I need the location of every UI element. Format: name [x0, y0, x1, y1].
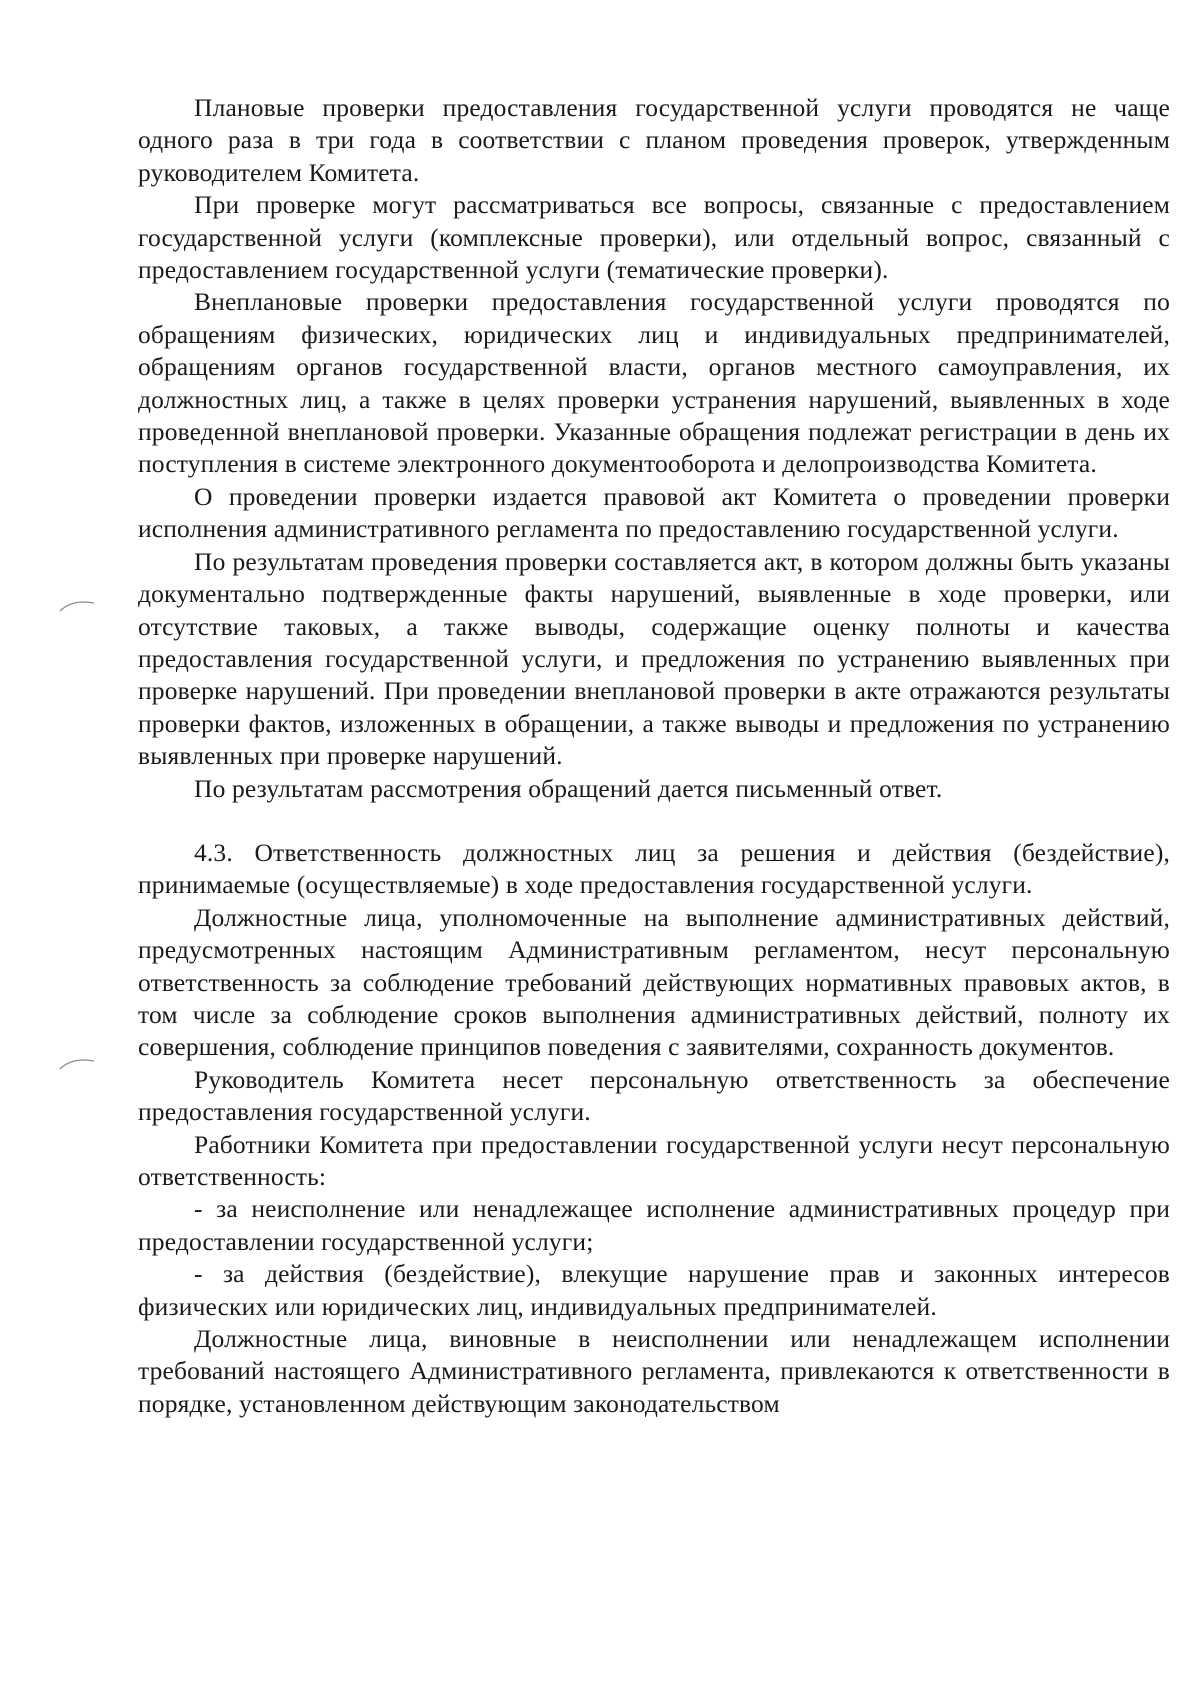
paragraph-scheduled-inspections: Плановые проверки предоставления государственной услуги проводятся не чаще одного раза в три года в соответствии с планом проведения проверок, утвержденным руководителем Комитета.	[138, 93, 1170, 187]
list-item-nonperformance: - за неисполнение или ненадлежащее исполнение административных процедур при предоставлении государственной услуги;	[138, 1194, 1170, 1256]
paragraph-unscheduled-inspections: Внеплановые проверки предоставления государственной услуги проводятся по обращениям физических, юридических лиц и индивидуальных предпринимателей, обращениям органов государственной власти, органов местного самоуправления, их должностных лиц, а также в целях проверки устранения нарушений, выявленных в ходе проведенной внеплановой проверки. Указанные обращения подлежат регистрации в день их поступления в системе электронного документооборота и делопроизводства Комитета.	[138, 287, 1170, 479]
document-body	[138, 92, 1170, 1420]
paragraph-officials-responsibility: Должностные лица, уполномоченные на выполнение административных действий, предусмотренных настоящим Административным регламентом, несут персональную ответственность за соблюдение требований действующих нормативных правовых актов, в том числе за соблюдение сроков выполнения административных действий, полноту их совершения, соблюдение принципов поведения с заявителями, сохранность документов.	[138, 902, 1170, 1062]
hole-punch-mark-upper	[58, 597, 98, 613]
paragraph-employees-responsibility: Работники Комитета при предоставлении государственной услуги несут персональную ответственность:	[138, 1129, 1170, 1191]
section-heading-4-3: 4.3. Ответственность должностных лиц за решения и действия (бездействие), принимаемые (осуществляемые) в ходе предоставления государственной услуги.	[138, 837, 1170, 900]
paragraph-legal-act: О проведении проверки издается правовой акт Комитета о проведении проверки исполнения административного регламента по предоставлению государственной услуги.	[138, 481, 1170, 544]
hole-punch-mark-lower	[58, 1055, 98, 1071]
paragraph-liability: Должностные лица, виновные в неисполнении или ненадлежащем исполнении требований настоящего Административного регламента, привлекаются к ответственности в порядке, установленном действующим законодательством	[138, 1324, 1170, 1418]
list-item-rights-violation: - за действия (бездействие), влекущие нарушение прав и законных интересов физических или юридических лиц, индивидуальных предпринимателей.	[138, 1259, 1170, 1321]
paragraph-inspection-report: По результатам проведения проверки составляется акт, в котором должны быть указаны документально подтвержденные факты нарушений, выявленные в ходе проверки, или отсутствие таковых, а также выводы, содержащие оценку полноты и качества предоставления государственной услуги, и предложения по устранению выявленных при проверке нарушений. При проведении внеплановой проверки в акте отражаются результаты проверки фактов, изложенных в обращении, а также выводы и предложения по устранению выявленных при проверке нарушений.	[138, 546, 1170, 771]
paragraph-head-responsibility: Руководитель Комитета несет персональную ответственность за обеспечение предоставления государственной услуги.	[138, 1064, 1170, 1127]
paragraph-written-response: По результатам рассмотрения обращений дается письменный ответ.	[194, 773, 943, 803]
paragraph-inspection-scope: При проверке могут рассматриваться все вопросы, связанные с предоставлением государственной услуги (комплексные проверки), или отдельный вопрос, связанный с предоставлением государственной услуги (тематические проверки).	[138, 190, 1170, 285]
